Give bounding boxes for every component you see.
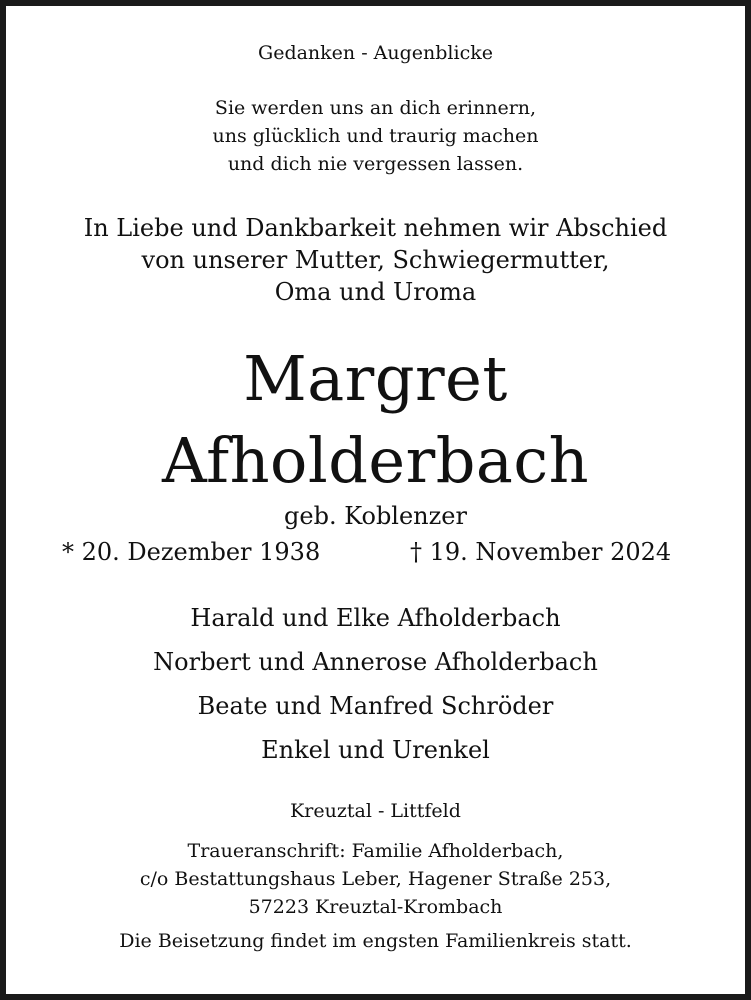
intro-line-2: von unserer Mutter, Schwiegermutter, xyxy=(141,246,610,274)
intro-line-1: In Liebe und Dankbarkeit nehmen wir Abschied xyxy=(83,214,668,242)
intro-line-3: Oma und Uroma xyxy=(274,278,477,306)
address-line-2: c/o Bestattungshaus Leber, Hagener Straße 253, xyxy=(139,868,612,890)
mourner-line-3: Beate und Manfred Schröder xyxy=(197,692,554,720)
maiden-name: geb. Koblenzer xyxy=(284,502,467,530)
address-line-3: 57223 Kreuztal-Krombach xyxy=(248,896,503,918)
life-dates xyxy=(0,538,751,572)
poem-line-3: und dich nie vergessen lassen. xyxy=(227,153,524,175)
poem-line-1: Sie werden uns an dich erinnern, xyxy=(214,97,537,119)
address-line-1: Traueranschrift: Familie Afholderbach, xyxy=(187,840,564,862)
mourner-line-4: Enkel und Urenkel xyxy=(261,736,490,764)
poem-line-2: uns glücklich und traurig machen xyxy=(212,125,539,147)
mourner-line-1: Harald und Elke Afholderbach xyxy=(190,604,561,632)
birth-date: * 20. Dezember 1938 xyxy=(62,538,321,566)
header-line: Gedanken - Augenblicke xyxy=(258,42,493,64)
death-date: † 19. November 2024 xyxy=(410,538,672,566)
funeral-note: Die Beisetzung findet im engsten Familienkreis statt. xyxy=(119,930,632,952)
deceased-last-name: Afholderbach xyxy=(161,424,590,497)
place-line: Kreuztal - Littfeld xyxy=(290,800,461,822)
deceased-first-name: Margret xyxy=(243,342,508,415)
mourner-line-2: Norbert und Annerose Afholderbach xyxy=(153,648,598,676)
